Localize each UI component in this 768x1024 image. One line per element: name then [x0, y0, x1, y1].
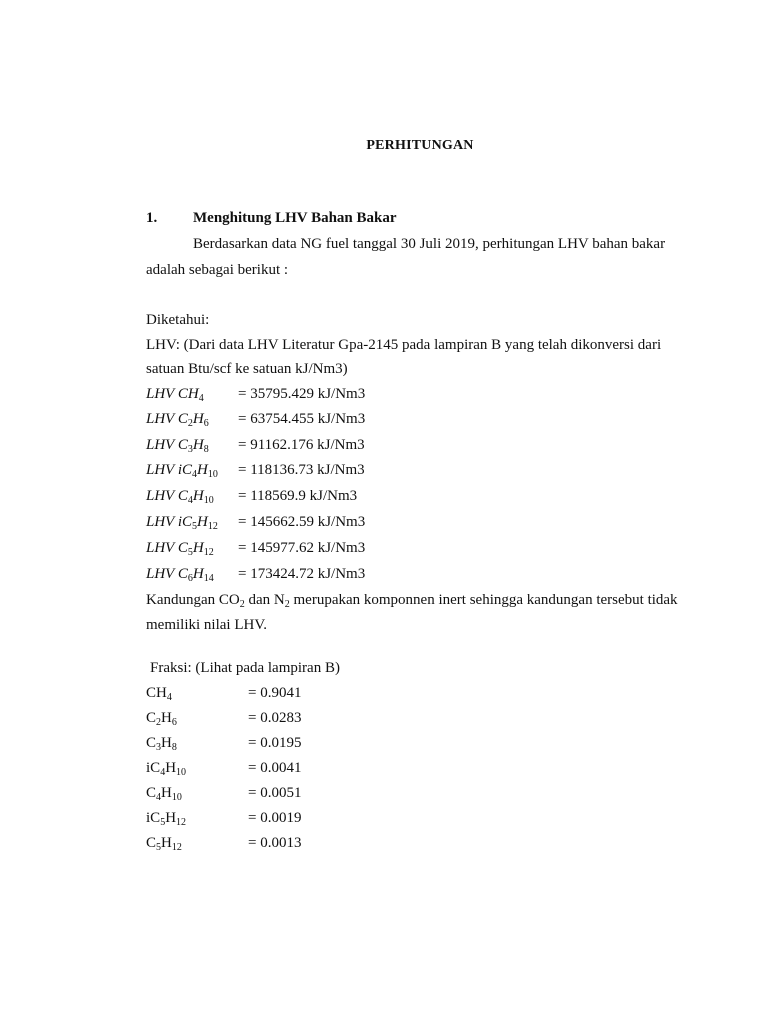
- inert-sub-co2: 2: [239, 599, 245, 610]
- fraction-component-label: $iC_4H_{10}$: [146, 760, 187, 778]
- lhv-row: [146, 436, 646, 454]
- lhv-component-label: LHV $C_6H_{14}$: [146, 566, 214, 584]
- known-label: Diketahui:: [146, 312, 210, 328]
- inert-note-line-1: [146, 591, 678, 609]
- lhv-value: = 35795.429 kJ/Nm3: [238, 386, 366, 402]
- lhv-value: = 118136.73 kJ/Nm3: [238, 462, 365, 478]
- fraction-label: Fraksi: (Lihat pada lampiran B): [150, 660, 340, 676]
- fraction-value: = 0.0283: [248, 710, 302, 726]
- intro-line-1: Berdasarkan data NG fuel tanggal 30 Juli 2019, perhitungan LHV bahan bakar: [193, 236, 666, 252]
- fraction-value: = 0.0195: [248, 735, 302, 751]
- inert-text-c: merupakan komponnen inert sehingga kandungan tersebut tidak: [289, 592, 678, 608]
- lhv-row: [146, 539, 646, 557]
- intro-line-2: adalah sebagai berikut :: [146, 262, 289, 278]
- fraction-row: [146, 834, 446, 852]
- lhv-row: [146, 461, 646, 479]
- lhv-value: = 173424.72 kJ/Nm3: [238, 566, 366, 582]
- lhv-component-label: LHV $iC_4H_{10}$: [146, 462, 218, 480]
- lhv-note-line-2: satuan Btu/scf ke satuan kJ/Nm3): [146, 361, 348, 377]
- lhv-component-label: LHV $C_4H_{10}$: [146, 488, 214, 506]
- lhv-row: [146, 410, 646, 428]
- lhv-value: = 91162.176 kJ/Nm3: [238, 437, 365, 453]
- fraction-row: [146, 684, 446, 702]
- page-title: PERHITUNGAN: [366, 138, 474, 153]
- fraction-value: = 0.9041: [248, 685, 302, 701]
- lhv-component-label: LHV $iC_5H_{12}$: [146, 514, 218, 532]
- inert-note-line-2: memiliki nilai LHV.: [146, 617, 267, 633]
- fraction-component-label: $iC_5H_{12}$: [146, 810, 187, 828]
- fraction-row: [146, 734, 446, 752]
- lhv-component-label: LHV $C_2H_6$: [146, 411, 209, 429]
- lhv-row: [146, 487, 646, 505]
- inert-text-a: Kandungan CO: [146, 592, 240, 608]
- lhv-value: = 145977.62 kJ/Nm3: [238, 540, 366, 556]
- fraction-value: = 0.0013: [248, 835, 302, 851]
- lhv-value: = 63754.455 kJ/Nm3: [238, 411, 366, 427]
- lhv-value: = 118569.9 kJ/Nm3: [238, 488, 358, 504]
- fraction-component-label: $C_4H_{10}$: [146, 785, 182, 803]
- lhv-component-label: LHV $CH_4$: [146, 386, 204, 404]
- lhv-component-label: LHV $C_5H_{12}$: [146, 540, 214, 558]
- inert-sub-n2: 2: [284, 599, 290, 610]
- section-heading: Menghitung LHV Bahan Bakar: [193, 210, 397, 226]
- lhv-component-label: LHV $C_3H_8$: [146, 437, 209, 455]
- fraction-row: [146, 809, 446, 827]
- fraction-row: [146, 709, 446, 727]
- fraction-value: = 0.0041: [248, 760, 302, 776]
- section-number: 1.: [146, 210, 158, 226]
- lhv-row: [146, 385, 646, 403]
- lhv-row: [146, 565, 646, 583]
- fraction-value: = 0.0051: [248, 785, 302, 801]
- lhv-note-line-1: LHV: (Dari data LHV Literatur Gpa-2145 pada lampiran B yang telah dikonversi dari: [146, 337, 662, 353]
- fraction-component-label: $CH_4$: [146, 685, 172, 703]
- fraction-value: = 0.0019: [248, 810, 302, 826]
- fraction-component-label: $C_2H_6$: [146, 710, 177, 728]
- lhv-row: [146, 513, 646, 531]
- inert-text-b: dan N: [244, 592, 285, 608]
- fraction-row: [146, 784, 446, 802]
- fraction-component-label: $C_5H_{12}$: [146, 835, 182, 853]
- fraction-row: [146, 759, 446, 777]
- lhv-value: = 145662.59 kJ/Nm3: [238, 514, 366, 530]
- fraction-component-label: $C_3H_8$: [146, 735, 177, 753]
